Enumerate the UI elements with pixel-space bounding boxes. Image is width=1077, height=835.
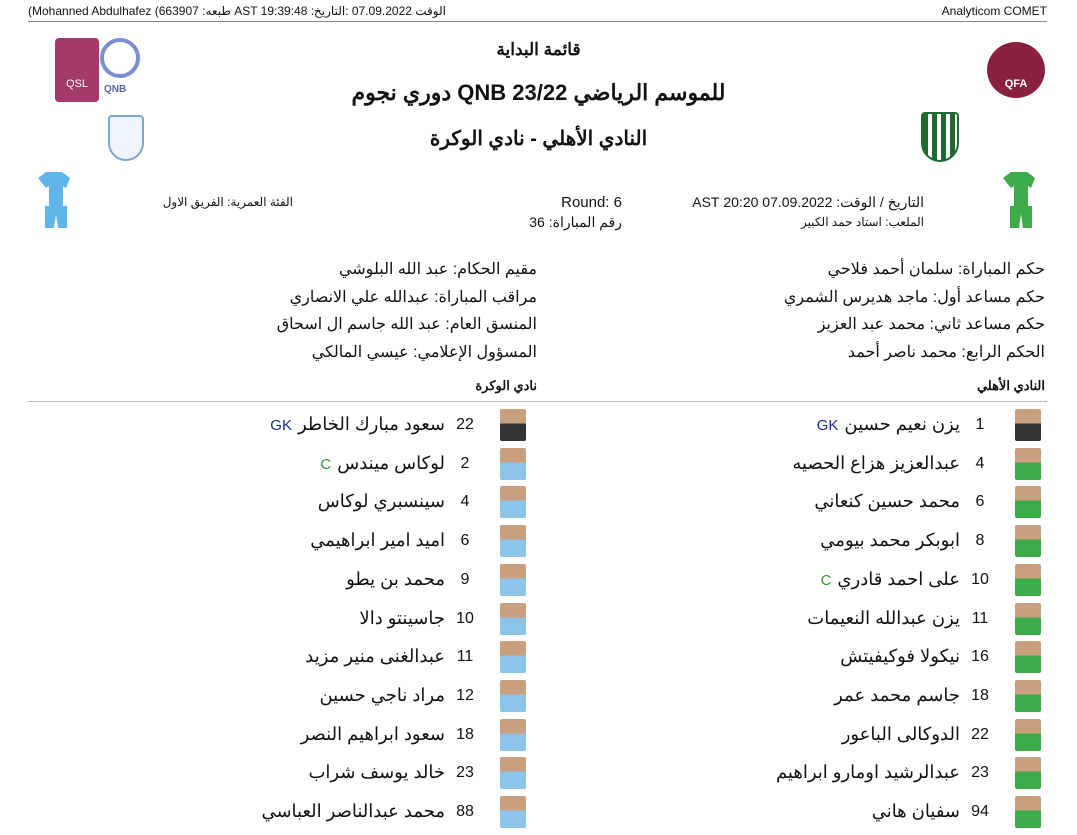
player-name-text: مراد ناجي حسين — [319, 684, 445, 705]
qfa-logo-text: QFA — [1004, 78, 1028, 90]
player-number: 22 — [971, 725, 989, 743]
official: المسؤول الإعلامي: عيسي المالكي — [311, 343, 537, 361]
player-row — [565, 562, 1045, 598]
player-name-text: ابوبكر محمد بيومي — [820, 530, 960, 551]
player-row — [50, 717, 530, 753]
player-photo — [1015, 796, 1041, 828]
lineup-divider — [28, 401, 1047, 402]
player-photo — [1015, 680, 1041, 712]
header-divider — [28, 21, 1047, 22]
player-name — [150, 414, 445, 435]
player-row — [565, 639, 1045, 675]
player-photo — [1015, 525, 1041, 557]
player-photo — [500, 486, 526, 518]
player-row — [50, 794, 530, 830]
player-number: 94 — [971, 803, 989, 820]
player-photo — [500, 757, 526, 789]
player-name — [150, 646, 445, 667]
player-row — [50, 755, 530, 791]
player-row — [50, 523, 530, 559]
player-number: 18 — [456, 725, 474, 743]
player-name-text: يزن عبدالله النعيمات — [807, 607, 960, 628]
round: Round: 6 — [561, 194, 622, 211]
player-number: 10 — [971, 570, 989, 588]
player-name — [665, 414, 960, 435]
player-photo — [500, 680, 526, 712]
player-number: 6 — [975, 493, 985, 511]
print-info: (Mohanned Abdulhafez (663907 :طبعه AST 19:39:48 :الوقت 07.09.2022 :التاريخ — [28, 4, 446, 18]
player-number: 4 — [975, 454, 985, 472]
player-row — [50, 446, 530, 482]
stadium: الملعب: استاد حمد الكبير — [801, 215, 924, 229]
player-number: 6 — [460, 532, 470, 550]
player-photo — [500, 525, 526, 557]
official: حكم مساعد ثاني: محمد عبد العزيز — [817, 316, 1045, 333]
player-number: 9 — [460, 570, 470, 588]
player-number: 2 — [460, 454, 470, 472]
player-number: 11 — [456, 648, 474, 666]
captain-tag: C — [820, 571, 832, 589]
player-row — [565, 484, 1045, 520]
player-name — [665, 685, 960, 706]
player-name — [665, 724, 960, 745]
official: حكم المباراة: سلمان أحمد فلاحي — [827, 261, 1045, 278]
player-name — [665, 530, 960, 551]
player-name — [665, 646, 960, 667]
official: حكم مساعد أول: ماجد هديرس الشمري — [783, 288, 1045, 306]
away-team-header: نادي الوكرة — [475, 378, 537, 393]
player-name — [665, 491, 960, 512]
player-name-text: نيكولا فوكيفيتش — [840, 646, 960, 667]
qsl-logo-text: QSL — [65, 78, 88, 90]
age-group: الفئة العمرية: الفريق الاول — [162, 195, 293, 209]
alahli-badge — [921, 112, 959, 162]
officials-left — [277, 256, 537, 366]
away-kit-icon — [38, 172, 70, 228]
match-datetime: التاريخ / الوقت: 07.09.2022 20:20 AST — [692, 194, 924, 210]
player-photo — [500, 641, 526, 673]
player-number: 4 — [460, 493, 470, 511]
player-name-text: لوكاس ميندس — [337, 452, 445, 473]
player-name-text: جاسم محمد عمر — [834, 684, 960, 705]
player-photo — [500, 409, 526, 441]
player-photo — [1015, 641, 1041, 673]
doc-title: قائمة البداية — [496, 40, 581, 59]
player-name-text: سعود مبارك الخاطر — [297, 414, 445, 434]
player-name — [150, 685, 445, 706]
official: مقيم الحكام: عبد الله البلوشي — [338, 261, 537, 278]
match-number: رقم المباراة: 36 — [529, 214, 622, 230]
player-name-text: جاسينتو دالا — [359, 607, 445, 628]
player-number: 22 — [456, 416, 474, 433]
home-kit-icon — [1003, 172, 1035, 228]
player-number: 16 — [971, 648, 989, 666]
player-photo — [500, 448, 526, 480]
player-name-text: عبدالعزيز هزاع الحصيه — [792, 452, 960, 473]
player-row — [565, 717, 1045, 753]
official: المنسق العام: عبد الله جاسم ال اسحاق — [276, 316, 537, 333]
home-team-header: النادي الأهلي — [976, 378, 1045, 393]
player-row — [565, 755, 1045, 791]
player-number: 10 — [456, 609, 474, 627]
player-number: 12 — [456, 686, 474, 704]
player-row — [565, 678, 1045, 714]
official: مراقب المباراة: عبدالله علي الانصاري — [289, 288, 537, 306]
player-number: 88 — [456, 803, 474, 820]
player-name — [150, 801, 445, 822]
player-photo — [1015, 757, 1041, 789]
player-name-text: يزن نعيم حسين — [844, 414, 960, 434]
player-name-text: عبدالغنى منير مزيد — [305, 646, 445, 667]
player-name-text: سينسبري لوكاس — [317, 491, 445, 512]
qnb-logo: QNB — [104, 84, 127, 95]
player-row — [50, 407, 530, 443]
player-photo — [1015, 603, 1041, 635]
player-photo — [1015, 409, 1041, 441]
player-row — [565, 523, 1045, 559]
player-name — [150, 724, 445, 745]
match-title: النادي الأهلي - نادي الوكرة — [429, 128, 648, 150]
player-photo — [1015, 448, 1041, 480]
player-name — [665, 453, 960, 474]
player-photo — [500, 796, 526, 828]
player-photo — [500, 564, 526, 596]
player-name — [150, 608, 445, 629]
player-name — [665, 762, 960, 783]
player-number: 1 — [975, 416, 985, 433]
player-name-text: سعود ابراهيم النصر — [300, 723, 445, 744]
player-row — [50, 601, 530, 637]
player-name — [665, 569, 960, 590]
player-photo — [500, 719, 526, 751]
player-name-text: محمد حسين كنعاني — [814, 491, 960, 512]
player-name — [150, 453, 445, 474]
goalkeeper-tag: GK — [816, 417, 839, 434]
player-photo — [1015, 486, 1041, 518]
player-row — [50, 562, 530, 598]
player-photo — [1015, 719, 1041, 751]
player-name-text: على احمد قادري — [837, 568, 960, 589]
player-name-text: الدوكالى الباعور — [841, 723, 960, 744]
player-name-text: اميد امير ابراهيمي — [310, 530, 445, 551]
player-row — [565, 407, 1045, 443]
app-name: Analyticom COMET — [941, 4, 1047, 18]
player-name — [665, 608, 960, 629]
player-name-text: محمد عبدالناصر العباسي — [261, 801, 445, 821]
player-name-text: محمد بن يطو — [346, 568, 445, 589]
player-row — [50, 678, 530, 714]
player-number: 8 — [975, 532, 985, 550]
player-name — [150, 762, 445, 783]
player-number: 18 — [971, 686, 989, 704]
player-name-text: خالد يوسف شراب — [308, 762, 445, 783]
player-name — [665, 801, 960, 822]
league-title: دوري نجوم QNB للموسم الرياضي 23/22 — [351, 80, 726, 105]
captain-tag: C — [320, 455, 332, 473]
player-row — [565, 794, 1045, 830]
player-name — [150, 530, 445, 551]
player-name — [150, 491, 445, 512]
player-name-text: سفيان هاني — [871, 801, 960, 821]
official: الحكم الرابع: محمد ناصر أحمد — [847, 343, 1045, 361]
player-row — [50, 484, 530, 520]
player-name — [150, 569, 445, 590]
officials-right — [784, 256, 1045, 366]
player-row — [565, 446, 1045, 482]
player-name-text: عبدالرشيد اومارو ابراهيم — [775, 762, 960, 783]
player-photo — [500, 603, 526, 635]
player-number: 11 — [971, 609, 989, 627]
goalkeeper-tag: GK — [270, 417, 292, 434]
player-row — [565, 601, 1045, 637]
player-number: 23 — [971, 764, 989, 782]
player-photo — [1015, 564, 1041, 596]
player-row — [50, 639, 530, 675]
alwakrah-badge — [108, 115, 144, 161]
player-number: 23 — [456, 764, 474, 782]
